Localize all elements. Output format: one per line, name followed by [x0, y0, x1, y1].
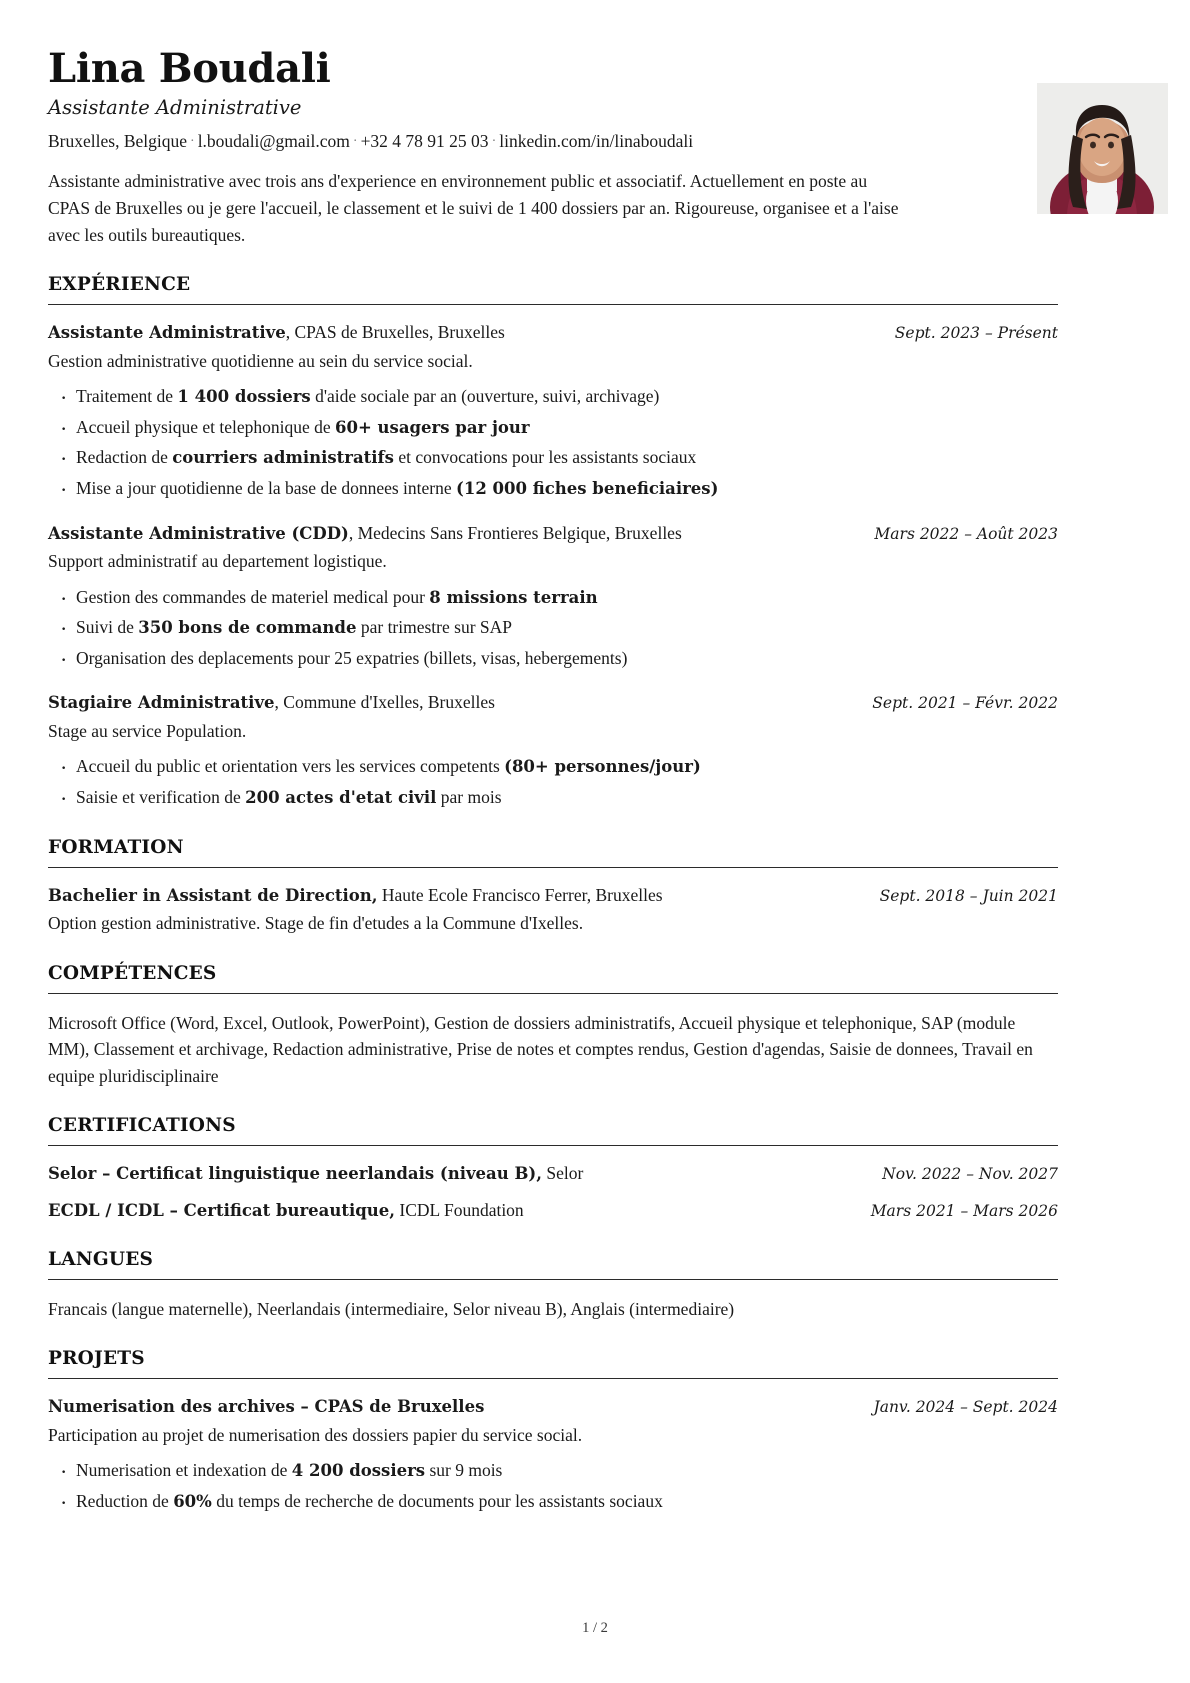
certification-name: ECDL / ICDL – Certificat bureautique,	[48, 1200, 396, 1220]
contact-email[interactable]: l.boudali@gmail.com	[197, 130, 350, 151]
bullet-highlight: 350 bons de commande	[138, 618, 357, 638]
entry-company: , CPAS de Bruxelles, Bruxelles	[285, 322, 505, 343]
education-entry	[48, 884, 1058, 937]
avatar	[1037, 83, 1168, 214]
page-indicator: 1 / 2	[582, 1620, 608, 1636]
entry-date: Nov. 2022 – Nov. 2027	[882, 1165, 1058, 1184]
entry-title	[48, 321, 895, 345]
certification-name: Selor – Certificat linguistique neerlandais (niveau B),	[48, 1164, 542, 1184]
bullet-text: par trimestre sur SAP	[356, 617, 513, 638]
entry-header	[48, 1395, 1058, 1419]
section-experience	[48, 274, 1058, 810]
entry-title	[48, 691, 872, 715]
entry-summary: Stage au service Population.	[48, 720, 247, 741]
entry-title	[48, 1162, 882, 1186]
entry-date: Janv. 2024 – Sept. 2024	[873, 1398, 1058, 1417]
section-title-experience: EXPÉRIENCE	[48, 274, 191, 296]
entry-bullet-list	[48, 753, 1058, 810]
section-projets	[48, 1348, 1058, 1514]
entry-school: Haute Ecole Francisco Ferrer, Bruxelles	[377, 884, 663, 905]
entry-header	[48, 1162, 1058, 1186]
section-divider	[48, 1378, 1058, 1379]
list-item	[48, 645, 1058, 672]
project-name: Numerisation des archives – CPAS de Bruxelles	[48, 1397, 485, 1417]
bullet-text: Mise a jour quotidienne de la base de donnees interne	[76, 477, 457, 498]
entry-header	[48, 321, 1058, 345]
entry-bullet-list	[48, 584, 1058, 672]
entry-company: , Medecins Sans Frontieres Belgique, Bruxelles	[348, 522, 682, 543]
bullet-text: Suivi de	[76, 617, 139, 638]
contact-phone[interactable]: +32 4 78 91 25 03	[360, 130, 489, 151]
entry-summary: Participation au projet de numerisation des dossiers papier du service social.	[48, 1424, 583, 1445]
bullet-text: Accueil du public et orientation vers les services competents	[76, 756, 505, 777]
bullet-highlight: (80+ personnes/jour)	[504, 757, 701, 777]
bullet-highlight: 200 actes d'etat civil	[245, 787, 437, 807]
section-divider	[48, 1279, 1058, 1280]
entry-bullet-list	[48, 1457, 1058, 1514]
resume-content	[48, 45, 1058, 1514]
entry-date: Mars 2021 – Mars 2026	[870, 1201, 1058, 1220]
bullet-highlight: courriers administratifs	[172, 448, 394, 468]
bullet-text: Numerisation et indexation de	[76, 1460, 292, 1481]
entry-summary: Gestion administrative quotidienne au sein du service social.	[48, 350, 473, 371]
certification-entry	[48, 1199, 1058, 1223]
bullet-text: Accueil physique et telephonique de	[76, 416, 336, 437]
entry-bullet-list	[48, 383, 1058, 501]
section-certifications	[48, 1115, 1058, 1222]
entry-role: Stagiaire Administrative	[48, 693, 275, 713]
certification-issuer: ICDL Foundation	[395, 1199, 524, 1220]
bullet-highlight: (12 000 fiches beneficiaires)	[456, 478, 719, 498]
experience-entry	[48, 321, 1058, 501]
candidate-title: Assistante Administrative	[48, 96, 302, 120]
entry-role: Assistante Administrative (CDD)	[48, 523, 349, 543]
section-divider	[48, 993, 1058, 994]
list-item	[48, 444, 1058, 471]
skills-text: Microsoft Office (Word, Excel, Outlook, PowerPoint), Gestion de dossiers administratifs, Accueil physique et telephonique, SAP (module MM), Classement et archivage, Redaction administrative, Prise de notes et comptes rendus, Gestion d'agendas, Saisie de donnees, Travail en equipe pluridisciplinaire	[48, 1012, 1033, 1086]
section-langues	[48, 1249, 1058, 1323]
bullet-highlight: 4 200 dossiers	[291, 1461, 426, 1481]
resume-header	[48, 45, 1058, 248]
contact-location: Bruxelles, Belgique	[48, 130, 188, 151]
contact-separator-icon: ·	[190, 133, 195, 149]
section-title-formation: FORMATION	[48, 836, 184, 858]
entry-company: , Commune d'Ixelles, Bruxelles	[274, 692, 495, 713]
list-item	[48, 1457, 1058, 1484]
contact-separator-icon: ·	[352, 133, 358, 149]
contact-linkedin[interactable]: linkedin.com/in/linaboudali	[499, 130, 694, 151]
entry-summary: Support administratif au departement logistique.	[48, 551, 387, 572]
bullet-highlight: 8 missions terrain	[429, 587, 598, 607]
profile-photo-icon	[1037, 83, 1168, 214]
project-entry	[48, 1395, 1058, 1514]
entry-title	[48, 884, 880, 908]
section-title-certifications: CERTIFICATIONS	[48, 1115, 236, 1137]
entry-header	[48, 522, 1058, 546]
section-title-projets: PROJETS	[48, 1348, 145, 1370]
entry-title	[48, 522, 874, 546]
entry-degree: Bachelier in Assistant de Direction,	[48, 885, 378, 905]
entry-date: Sept. 2021 – Févr. 2022	[872, 694, 1058, 713]
bullet-text: du temps de recherche de documents pour les assistants sociaux	[211, 1490, 663, 1511]
bullet-text: d'aide sociale par an (ouverture, suivi, archivage)	[310, 386, 660, 407]
bullet-text: Traitement de	[76, 386, 178, 407]
bullet-text: Reduction de	[76, 1490, 174, 1511]
section-competences	[48, 963, 1058, 1090]
bullet-text: Organisation des deplacements pour 25 expatries (billets, visas, hebergements)	[76, 647, 628, 668]
bullet-highlight: 1 400 dossiers	[177, 387, 311, 407]
bullet-text: sur 9 mois	[425, 1460, 503, 1481]
experience-entry	[48, 522, 1058, 672]
entry-date: Mars 2022 – Août 2023	[874, 524, 1058, 543]
bullet-text: Saisie et verification de	[76, 786, 246, 807]
experience-entry	[48, 691, 1058, 810]
section-formation	[48, 837, 1058, 937]
contact-separator-icon: ·	[491, 133, 497, 149]
bullet-highlight: 60+ usagers par jour	[335, 417, 530, 437]
candidate-name: Lina Boudali	[48, 45, 331, 92]
entry-date: Sept. 2018 – Juin 2021	[879, 886, 1058, 905]
section-divider	[48, 867, 1058, 868]
entry-title	[48, 1395, 873, 1419]
certification-entry	[48, 1162, 1058, 1186]
bullet-highlight: 60%	[173, 1491, 212, 1511]
entry-date: Sept. 2023 – Présent	[894, 324, 1058, 343]
list-item	[48, 475, 1058, 502]
bullet-text: et convocations pour les assistants sociaux	[393, 447, 697, 468]
section-divider	[48, 1145, 1058, 1146]
entry-header	[48, 884, 1058, 908]
list-item	[48, 1488, 1058, 1515]
list-item	[48, 584, 1058, 611]
bullet-text: Redaction de	[76, 447, 173, 468]
list-item	[48, 383, 1058, 410]
certification-issuer: Selor	[541, 1163, 584, 1184]
list-item	[48, 784, 1058, 811]
contact-line	[48, 130, 1058, 154]
entry-header	[48, 1199, 1058, 1223]
entry-summary: Option gestion administrative. Stage de fin d'etudes a la Commune d'Ixelles.	[48, 913, 584, 934]
list-item	[48, 614, 1058, 641]
bullet-text: par mois	[436, 786, 502, 807]
list-item	[48, 753, 1058, 780]
list-item	[48, 414, 1058, 441]
entry-title	[48, 1199, 871, 1223]
professional-summary: Assistante administrative avec trois ans d'experience en environnement public et associatif. Actuellement en poste au CPAS de Bruxelles ou je gere l'accueil, le classement et le suivi de 1 400 dossiers par an. Rigoureuse, organisee et a l'aise avec les outils bureautiques.	[48, 171, 899, 245]
entry-header	[48, 691, 1058, 715]
section-title-langues: LANGUES	[48, 1248, 154, 1270]
bullet-text: Gestion des commandes de materiel medical pour	[76, 586, 430, 607]
section-divider	[48, 304, 1058, 305]
entry-role: Assistante Administrative	[48, 323, 286, 343]
languages-text: Francais (langue maternelle), Neerlandais (intermediaire, Selor niveau B), Anglais (intermediaire)	[48, 1298, 735, 1319]
section-title-competences: COMPÉTENCES	[48, 962, 217, 984]
